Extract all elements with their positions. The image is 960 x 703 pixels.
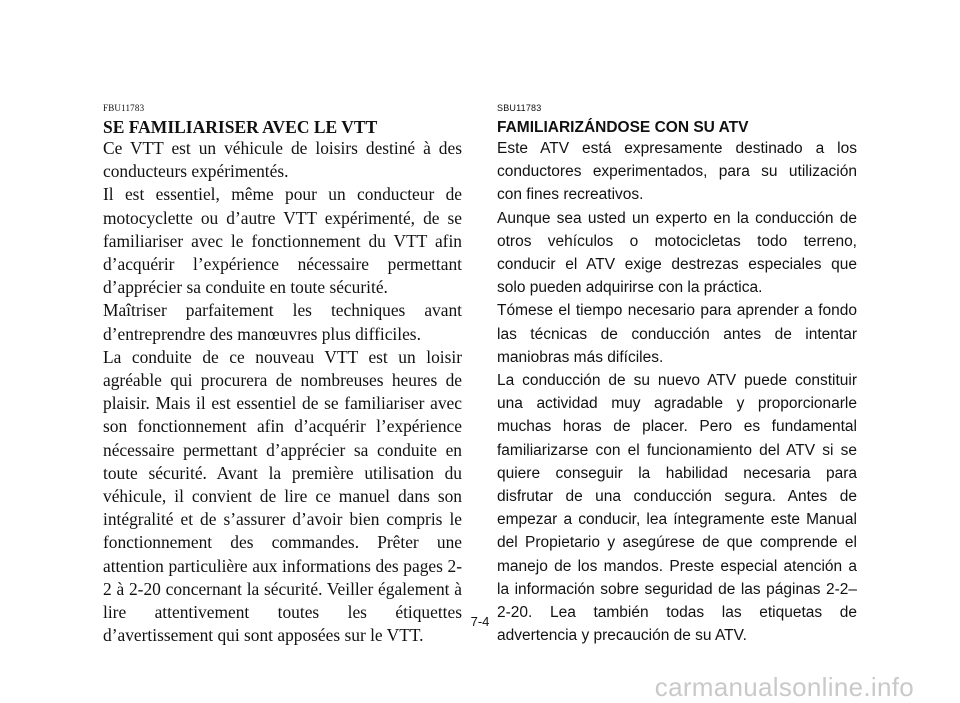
page-number: 7-4 <box>470 614 490 629</box>
paragraph-fr-3: Maîtriser parfaitement les techniques avant d’entreprendre des manœuvres plus difficiles. <box>103 300 462 344</box>
paragraph-es-2: Aunque sea usted un experto en la conducción de otros vehículos o motocicletas todo terreno, conducir el ATV exige destrezas especiales que solo pueden adquirirse con la práctica. <box>497 209 857 297</box>
paragraph-fr-4: La conduite de ce nouveau VTT est un loisir agréable qui procurera de nombreuses heures de plaisir. Mais il est essentiel de se familiariser avec son fonctionnement afin d’acquérir l’expérience nécessaire permettant d’apprécier sa conduite en toute sécurité. Avant la première utilisation du véhicule, il convient de lire ce manuel dans son intégralité et de s’assurer d’avoir bien compris le fonctionnement des commandes. Prêter une attention particulière aux informations des pages 2-2 à 2-20 concernant la sécurité. Veiller également à lire attentivement toutes les étiquettes d’avertissement qui sont apposées sur le VTT. <box>103 346 462 646</box>
section-title-fr: SE FAMILIARISER AVEC LE VTT <box>103 117 378 137</box>
section-title-es: FAMILIARIZÁNDOSE CON SU ATV <box>497 119 749 136</box>
paragraph-fr-1: Ce VTT est un véhicule de loisirs destiné à des conducteurs expérimentés. <box>103 138 462 182</box>
section-code-fr: FBU11783 <box>103 103 145 113</box>
spanish-column <box>497 103 857 647</box>
paragraph-es-4: La conducción de su nuevo ATV puede constituir una actividad muy agradable y proporcionarle muchas horas de placer. Pero es fundamental familiarizarse con el funcionamiento del ATV si se quiere conseguir la habilidad necesaria para disfrutar de una conducción segura. Antes de empezar a conducir, lea íntegramente este Manual del Propietario y asegúrese de que comprende el manejo de los mandos. Preste especial atención a la información sobre seguridad de las páginas 2-2–2-20. Lea también todas las etiquetas de advertencia y precaución de su ATV. <box>497 372 857 645</box>
paragraph-fr-2: Il est essentiel, même pour un conducteur de motocyclette ou d’autre VTT expérimenté, de se familiariser avec le fonctionnement du VTT afin d’acquérir l’expérience nécessaire permettant d’apprécier sa conduite en toute sécurité. <box>103 184 462 298</box>
paragraph-es-3: Tómese el tiempo necesario para aprender a fondo las técnicas de conducción antes de intentar maniobras más difíciles. <box>497 302 857 366</box>
section-code-es: SBU11783 <box>497 103 542 113</box>
paragraph-es-1: Este ATV está expresamente destinado a los conductores experimentados, para su utilización con fines recreativos. <box>497 140 857 204</box>
watermark: carmanualsonline.info <box>654 672 914 702</box>
french-column <box>103 103 462 647</box>
